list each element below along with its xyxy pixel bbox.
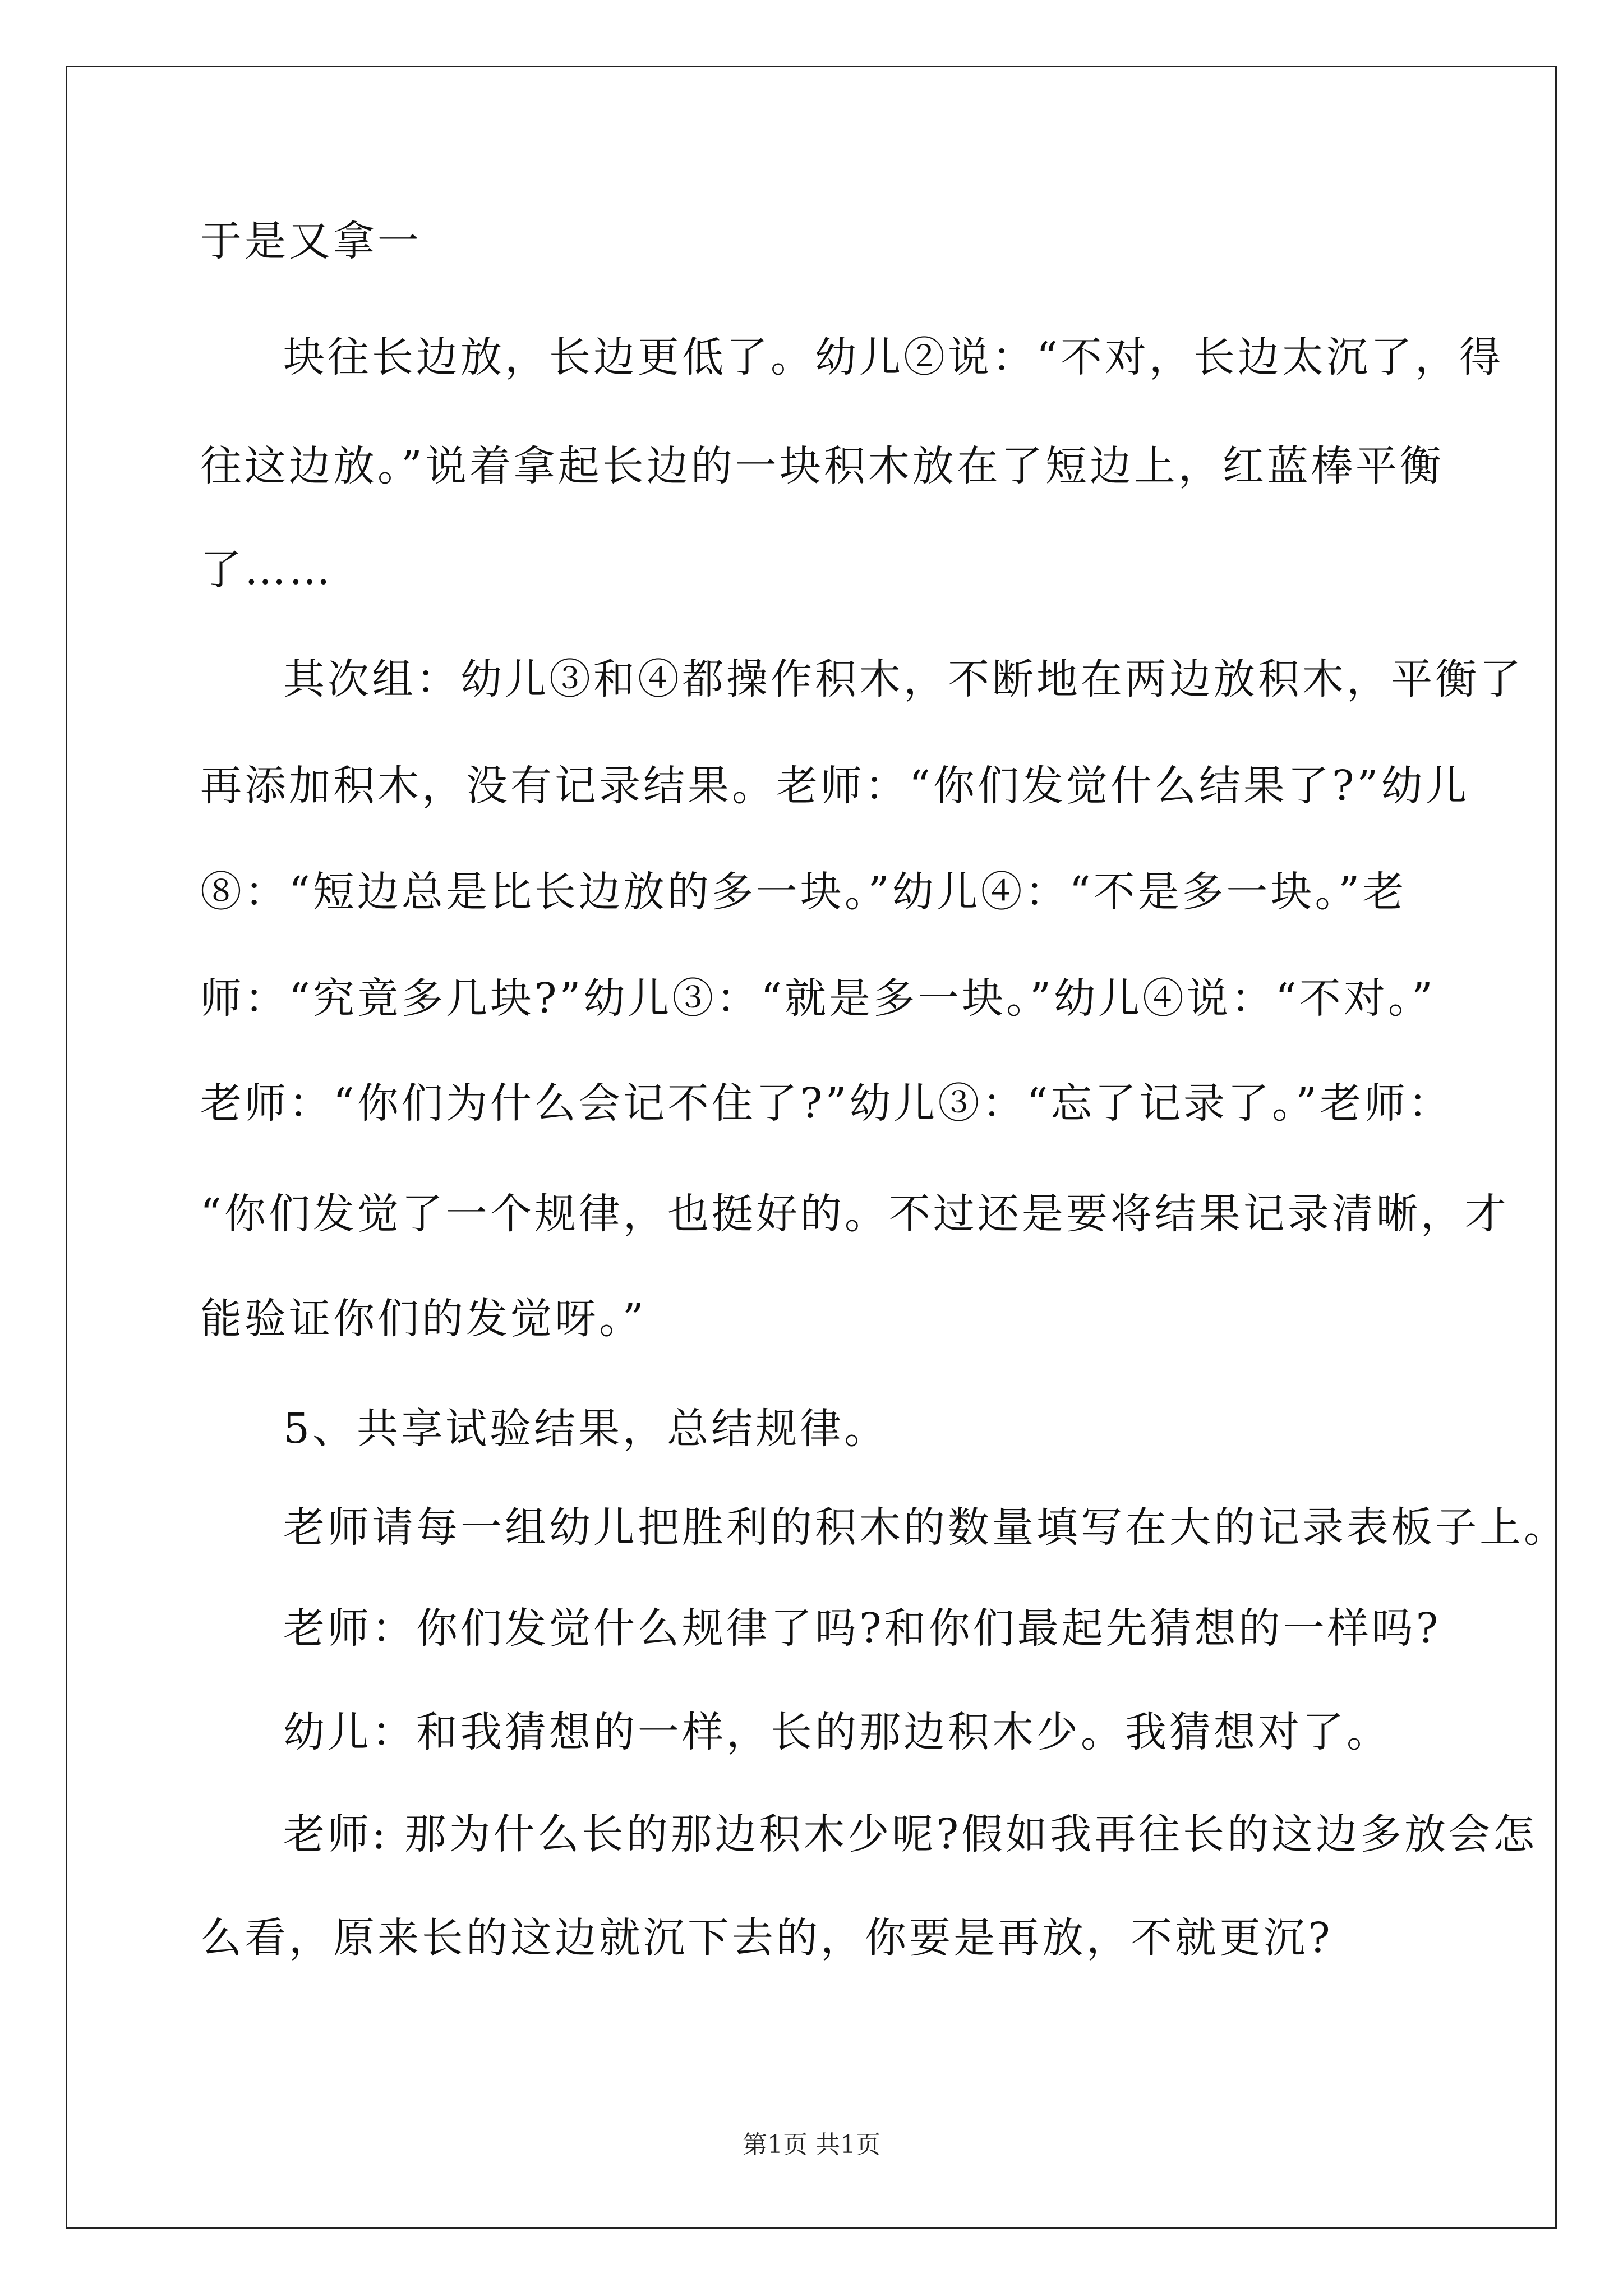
text-line: 块往长边放，长边更低了。幼儿②说：“不对，长边太沉了，得 [283,333,1504,381]
text-line: 幼儿：和我猜想的一样，长的那边积木少。我猜想对了。 [283,1708,1391,1756]
text-line: 老师请每一组幼儿把胜利的积木的数量填写在大的记录表板子上。 [283,1503,1568,1552]
text-line: 于是又拿一 [200,217,422,265]
text-line: 师：“究竟多几块?”幼儿③：“就是多一块。”幼儿④说：“不对。” [200,974,1436,1023]
text-line: 能验证你们的发觉呀。” [200,1295,647,1343]
text-line: 再添加积木，没有记录结果。老师：“你们发觉什么结果了?”幼儿 [200,762,1470,810]
text-line: “你们发觉了一个规律，也挺好的。不过还是要将结果记录清晰，才 [200,1190,1509,1238]
text-line: 了…… [200,546,333,594]
page-border [66,66,1557,2229]
text-line: 老师：“你们为什么会记不住了?”幼儿③：“忘了记录了。”老师： [200,1079,1453,1128]
text-line: ⑧：“短边总是比长边放的多一块。”幼儿④：“不是多一块。”老 [200,868,1407,916]
text-line: 其次组：幼儿③和④都操作积木，不断地在两边放积木，平衡了 [283,655,1524,703]
section-heading: 5、共享试验结果，总结规律。 [283,1405,889,1453]
text-line: 么看，原来长的这边就沉下去的，你要是再放，不就更沉? [200,1914,1333,1962]
page-footer: 第1页 共1页 [743,2131,880,2159]
text-line: 老师：你们发觉什么规律了吗?和你们最起先猜想的一样吗? [283,1604,1441,1653]
text-line: 老师: 那为什么长的那边积木少呢?假如我再往长的这边多放会怎 [283,1810,1538,1858]
text-line: 往这边放。”说着拿起长边的一块积木放在了短边上，红蓝棒平衡 [200,442,1444,490]
